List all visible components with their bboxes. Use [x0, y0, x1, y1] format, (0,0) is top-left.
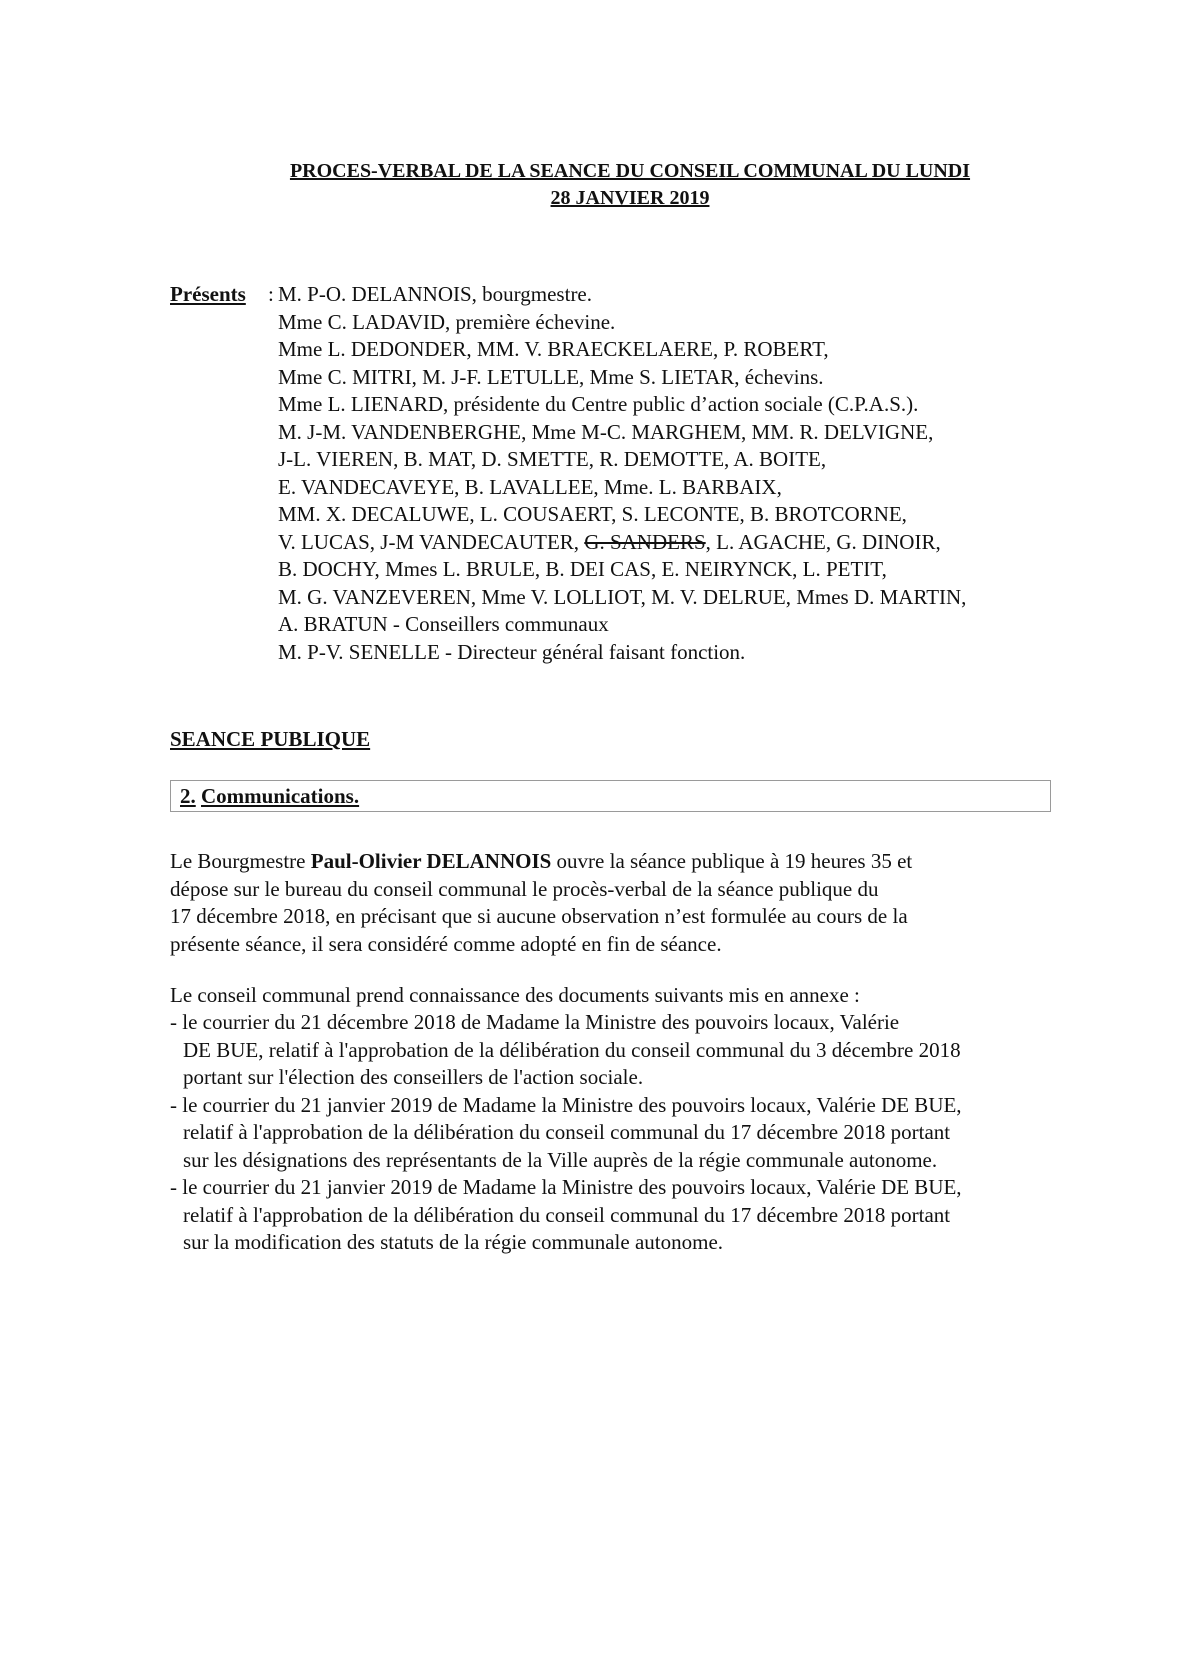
annex-intro [170, 982, 1090, 1010]
list-item-line: relatif à l'approbation de la délibération du conseil communal du 17 décembre 2018 portant [183, 1120, 951, 1144]
paragraph-line: Le conseil communal prend connaissance des documents suivants mis en annexe : [170, 983, 860, 1007]
attendee-line: MM. X. DECALUWE, L. COUSAERT, S. LECONTE, B. BROTCORNE, [278, 502, 907, 526]
paragraph-text: ouvre la séance publique à 19 heures 35 et [551, 849, 913, 873]
list-item-line: sur la modification des statuts de la régie communale autonome. [183, 1230, 724, 1254]
paragraph-text: Le Bourgmestre [170, 849, 311, 873]
paragraph-line: présente séance, il sera considéré comme adopté en fin de séance. [170, 931, 722, 956]
attendee-line: B. DOCHY, Mmes L. BRULE, B. DEI CAS, E. NEIRYNCK, L. PETIT, [278, 557, 887, 581]
attendee-line: Mme L. DEDONDER, MM. V. BRAECKELAERE, P. ROBERT, [278, 337, 829, 361]
list-item [170, 1174, 962, 1257]
attendee-line: M. G. VANZEVEREN, Mme V. LOLLIOT, M. V. DELRUE, Mmes D. MARTIN, [278, 584, 967, 609]
list-item-line: relatif à l'approbation de la délibération du conseil communal du 17 décembre 2018 portant [183, 1202, 951, 1227]
attendee-line: J-L. VIEREN, B. MAT, D. SMETTE, R. DEMOTTE, A. BOITE, [278, 447, 827, 471]
list-item-line: sur les désignations des représentants de la Ville auprès de la régie communale autonome. [183, 1147, 938, 1172]
title-line-1: PROCES-VERBAL DE LA SEANCE DU CONSEIL COMMUNAL DU LUNDI [289, 160, 971, 182]
presents-colon: : [268, 282, 274, 306]
paragraph-line [170, 848, 1090, 876]
annex-list [170, 1009, 962, 1257]
list-item-line: - le courrier du 21 décembre 2018 de Madame la Ministre des pouvoirs locaux, Valérie [170, 1010, 900, 1034]
mayor-name: Paul-Olivier DELANNOIS [310, 849, 552, 873]
attendee-text: , L. AGACHE, G. DINOIR, [705, 529, 941, 554]
attendee-line: Mme C. LADAVID, première échevine. [278, 309, 616, 334]
list-item-line: - le courrier du 21 janvier 2019 de Madame la Ministre des pouvoirs locaux, Valérie DE BUE, [170, 1175, 962, 1199]
list-item-line: portant sur l'élection des conseillers de l'action sociale. [183, 1065, 644, 1089]
paragraph-line: 17 décembre 2018, en précisant que si aucune observation n’est formulée au cours de la [170, 904, 908, 928]
attendee-line-with-strike [278, 529, 966, 557]
paragraph-line: dépose sur le bureau du conseil communal le procès-verbal de la séance publique du [170, 876, 879, 901]
attendee-line: Mme L. LIENARD, présidente du Centre public d’action sociale (C.P.A.S.). [278, 392, 919, 416]
attendee-line: A. BRATUN - Conseillers communaux [278, 612, 609, 636]
agenda-item-title [180, 783, 359, 810]
struck-attendee-name: G. SANDERS [584, 529, 706, 554]
attendee-line: Mme C. MITRI, M. J-F. LETULLE, Mme S. LIETAR, échevins. [278, 364, 824, 389]
attendee-line: M. P-O. DELANNOIS, bourgmestre. [278, 282, 593, 306]
attendee-line: E. VANDECAVEYE, B. LAVALLEE, Mme. L. BARBAIX, [278, 474, 782, 499]
agenda-item-label: Communications. [201, 784, 360, 808]
agenda-item-box [170, 780, 1051, 812]
agenda-item-number: 2. [180, 784, 196, 808]
list-item [170, 1009, 962, 1092]
presents-label: Présents [170, 282, 246, 306]
list-item [170, 1092, 962, 1175]
attendees-list [278, 281, 966, 666]
document-title [160, 158, 1100, 212]
list-item-line: DE BUE, relatif à l'approbation de la délibération du conseil communal du 3 décembre 2018 [183, 1037, 961, 1062]
attendee-line: M. J-M. VANDENBERGHE, Mme M-C. MARGHEM, MM. R. DELVIGNE, [278, 419, 934, 444]
opening-paragraph [170, 848, 1090, 958]
section-heading: SEANCE PUBLIQUE [170, 727, 371, 751]
attendee-text: V. LUCAS, J-M VANDECAUTER, [278, 529, 585, 554]
attendee-line: M. P-V. SENELLE - Directeur général faisant fonction. [278, 639, 746, 664]
list-item-line: - le courrier du 21 janvier 2019 de Madame la Ministre des pouvoirs locaux, Valérie DE BUE, [170, 1092, 962, 1117]
title-line-2: 28 JANVIER 2019 [550, 187, 710, 209]
